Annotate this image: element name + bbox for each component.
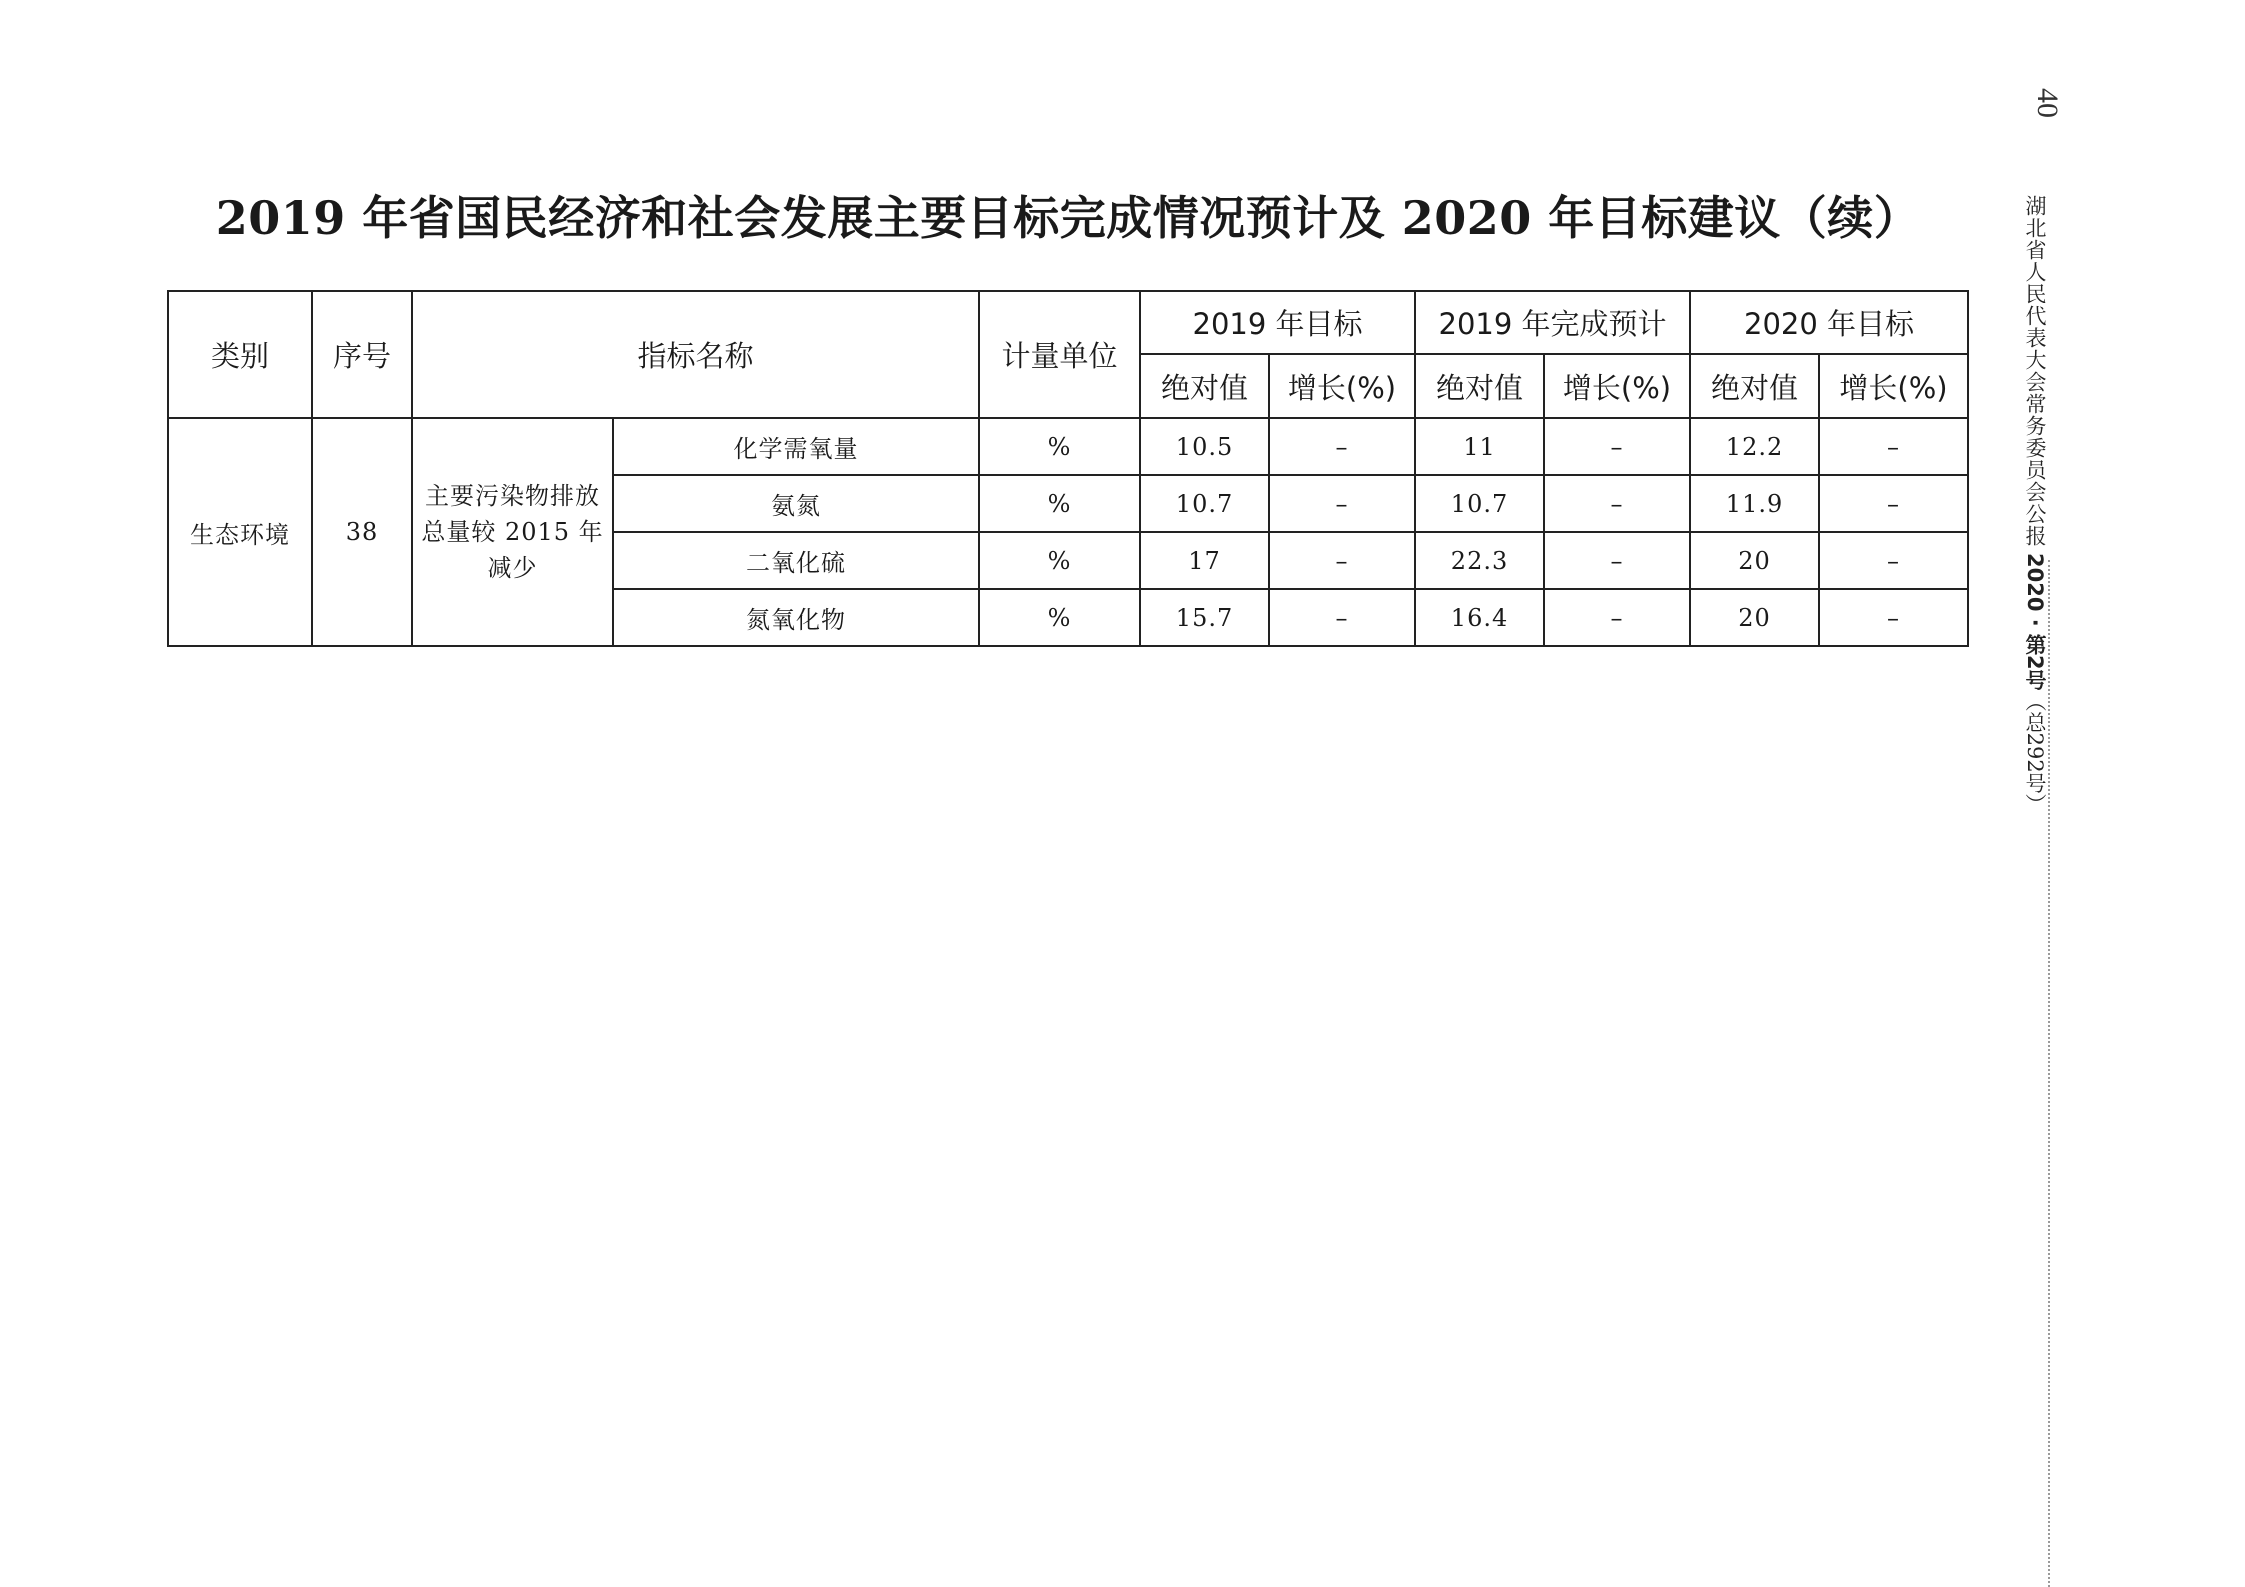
targets-table — [167, 290, 1969, 647]
value-cell: 11.9 — [1690, 475, 1819, 532]
subheader-absolute: 绝对值 — [1140, 354, 1269, 418]
unit-cell: % — [979, 475, 1140, 532]
value-cell: – — [1269, 475, 1415, 532]
value-cell: – — [1269, 589, 1415, 646]
header-group-2019-target: 2019 年目标 — [1140, 291, 1415, 354]
page-number: 40 — [2031, 88, 2064, 118]
unit-cell: % — [979, 532, 1140, 589]
table-row — [168, 418, 1968, 475]
category-cell: 生态环境 — [168, 418, 312, 646]
header-category: 类别 — [168, 291, 312, 418]
running-header — [2020, 195, 2050, 815]
value-cell: 12.2 — [1690, 418, 1819, 475]
value-cell: 22.3 — [1415, 532, 1544, 589]
subheader-growth: 增长(%) — [1269, 354, 1415, 418]
value-cell: – — [1269, 532, 1415, 589]
header-group-2020-target: 2020 年目标 — [1690, 291, 1968, 354]
header-group-2019-estimate: 2019 年完成预计 — [1415, 291, 1690, 354]
header-unit: 计量单位 — [979, 291, 1140, 418]
value-cell: 10.7 — [1140, 475, 1269, 532]
value-cell: 20 — [1690, 532, 1819, 589]
issue-total: （总292号） — [2023, 690, 2047, 815]
value-cell: 16.4 — [1415, 589, 1544, 646]
publication-name: 湖北省人民代表大会常务委员会公报 — [2023, 195, 2047, 547]
header-seq: 序号 — [312, 291, 412, 418]
subheader-absolute: 绝对值 — [1415, 354, 1544, 418]
value-cell: – — [1819, 418, 1968, 475]
value-cell: – — [1544, 589, 1690, 646]
indicator-group-cell: 主要污染物排放总量较 2015 年减少 — [412, 418, 613, 646]
value-cell: – — [1544, 532, 1690, 589]
value-cell: – — [1269, 418, 1415, 475]
value-cell: 17 — [1140, 532, 1269, 589]
value-cell: 20 — [1690, 589, 1819, 646]
issue-line — [2020, 553, 2050, 815]
indicator-name-cell: 氮氧化物 — [613, 589, 979, 646]
indicator-name-cell: 化学需氧量 — [613, 418, 979, 475]
value-cell: 10.5 — [1140, 418, 1269, 475]
indicator-name-cell: 二氧化硫 — [613, 532, 979, 589]
value-cell: – — [1819, 532, 1968, 589]
value-cell: – — [1544, 418, 1690, 475]
value-cell: – — [1819, 589, 1968, 646]
subheader-growth: 增长(%) — [1544, 354, 1690, 418]
header-row-1 — [168, 291, 1968, 354]
seq-cell: 38 — [312, 418, 412, 646]
header-indicator: 指标名称 — [412, 291, 979, 418]
value-cell: 15.7 — [1140, 589, 1269, 646]
document-title: 2019 年省国民经济和社会发展主要目标完成情况预计及 2020 年目标建议（续） — [215, 191, 1921, 245]
subheader-growth: 增长(%) — [1819, 354, 1968, 418]
margin-dotted-rule — [2048, 560, 2050, 1587]
value-cell: – — [1544, 475, 1690, 532]
indicator-name-cell: 氨氮 — [613, 475, 979, 532]
value-cell: 11 — [1415, 418, 1544, 475]
unit-cell: % — [979, 418, 1140, 475]
subheader-absolute: 绝对值 — [1690, 354, 1819, 418]
unit-cell: % — [979, 589, 1140, 646]
issue-number: 2020 · 第2号 — [2023, 553, 2047, 691]
value-cell: – — [1819, 475, 1968, 532]
value-cell: 10.7 — [1415, 475, 1544, 532]
